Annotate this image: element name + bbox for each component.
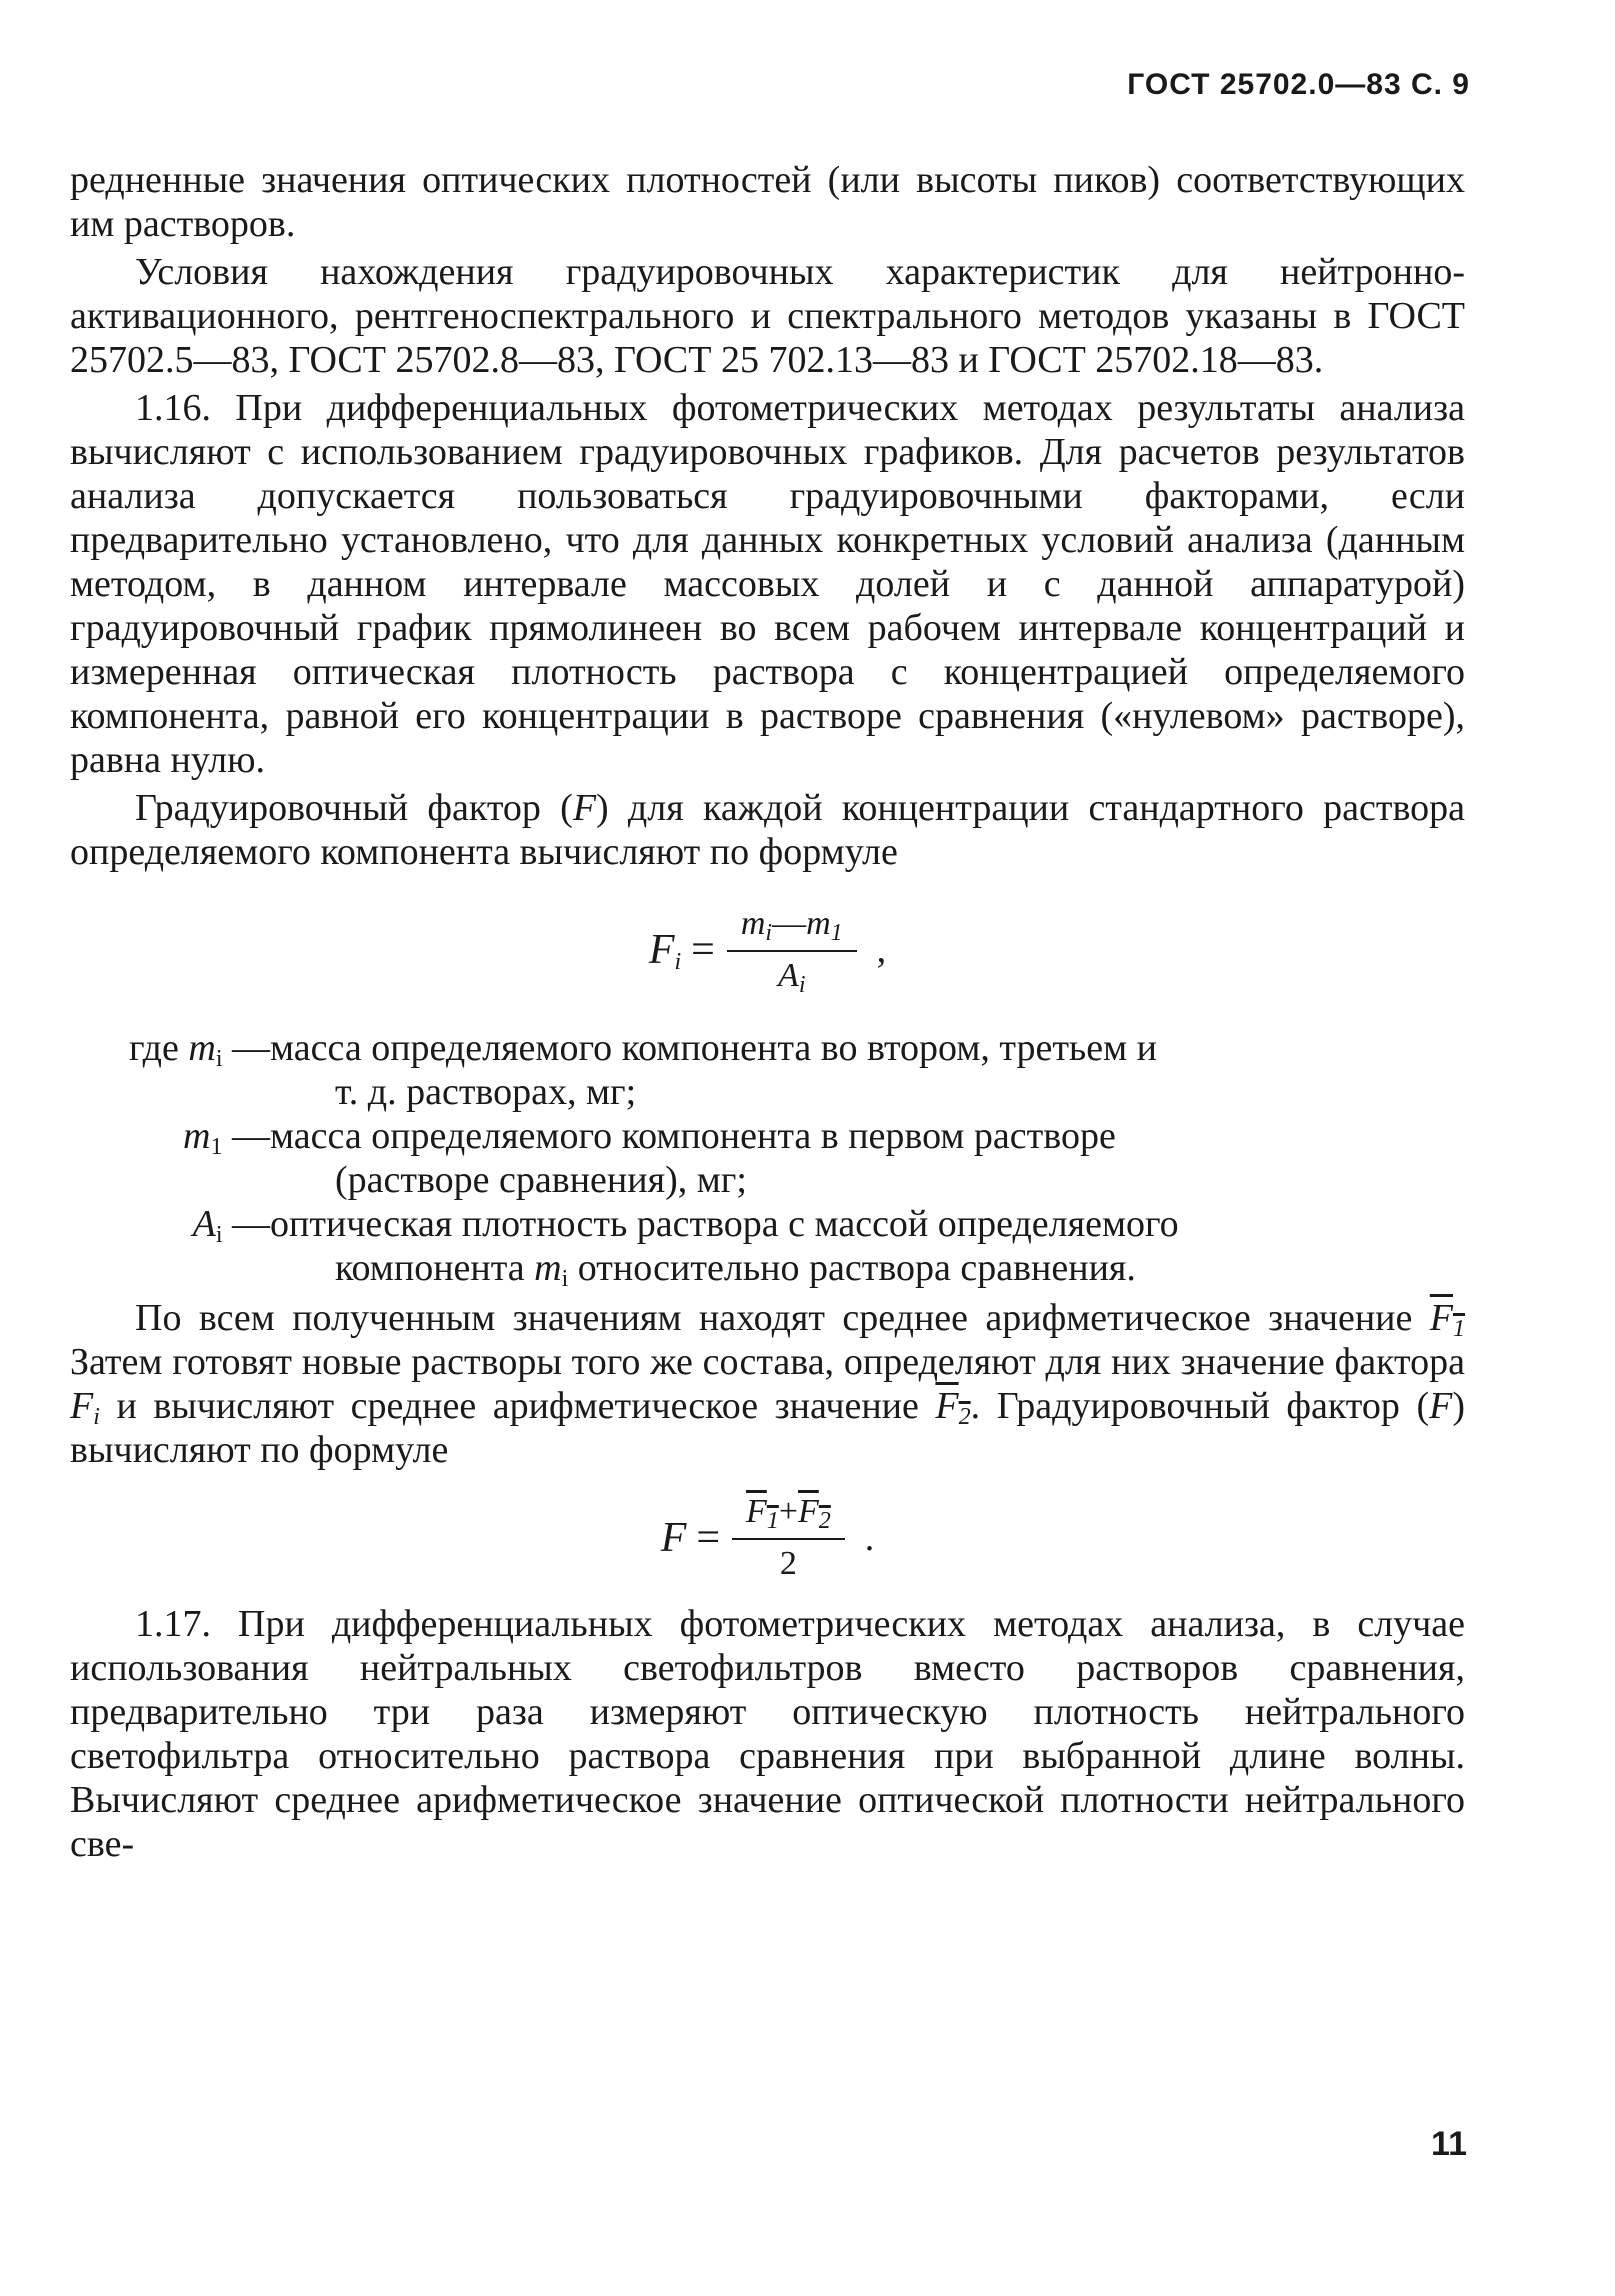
- formula1-lhs: $F_i$: [648, 927, 682, 975]
- formula-factor-mean: [70, 1478, 1465, 1598]
- page-header: ГОСТ 25702.0—83 С. 9: [1127, 68, 1470, 101]
- paragraph-factor-intro: [70, 786, 1465, 874]
- legend-symbol-ai: $A_i$ —: [192, 1203, 270, 1248]
- legend-row-ai: [70, 1202, 1465, 1290]
- page-number: 11: [1431, 2125, 1467, 2163]
- formula1-denominator: $A_i$: [778, 957, 806, 998]
- legend-row-m1: [70, 1114, 1465, 1202]
- legend-text-m1: масса определяемого компонента в первом растворе (растворе сравнения), мг;: [270, 1115, 1116, 1201]
- legend-text-mi: масса определяемого компонента во втором, третьем и т. д. растворах, мг;: [270, 1027, 1158, 1113]
- mean-f2: $F_2$: [935, 1385, 971, 1430]
- paragraph-continuation: редненные значения оптических плотностей (или высоты пиков) соответствующих им растворов.: [70, 159, 1465, 245]
- paragraph-1-16: 1.16. При дифференциальных фотометрических методах результаты анализа вычисляют с использованием градуировочных графиков. Для расчетов результатов анализа допускается пользоваться градуировочными факторами, если предварительно установлено, что для данных конкретных условий анализа (данным методом, в данном интервале массовых долей и с данной аппаратурой) градуировочный график прямолинеен во всем рабочем интервале концентраций и измеренная оптическая плотность раствора с концентрацией определяемого компонента, равной его концентрации в растворе сравнения («нулевом» растворе), равна нулю.: [70, 387, 1465, 781]
- formula2-numerator: $F_1+F_2$: [732, 1490, 845, 1540]
- formula2-lhs: F: [660, 1515, 687, 1561]
- factor-fi: $F_i$: [70, 1385, 100, 1430]
- formula1-trailing-comma: ,: [876, 929, 887, 971]
- page-content: [70, 158, 1465, 1866]
- legend-symbol-mi: где $m_i$ —: [128, 1027, 270, 1072]
- paragraph-conditions: Условия нахождения градуировочных характеристик для нейтронно-активационного, рентгеноспектрального и спектрального методов указаны в ГОСТ 25702.5—83, ГОСТ 25702.8—83, ГОСТ 25 702.13—83 и ГОСТ 25702.18—83.: [70, 251, 1465, 381]
- legend-symbol-m1: $m_1$ —: [183, 1115, 270, 1160]
- formula1-numerator: $m_i—m_1$: [727, 902, 857, 952]
- formula2-denominator: 2: [779, 1545, 797, 1582]
- formula2-fraction: [732, 1490, 845, 1586]
- paragraph-1-17: 1.17. При дифференциальных фотометрических методах анализа, в случае использования нейтральных светофильтров вместо растворов сравнения, предварительно три раза измеряют оптическую плотность нейтрального светофильтра относительно раствора сравнения при выбранной длине волны. Вычисляют среднее арифметическое значение оптической плотности нейтрального све-: [70, 1603, 1465, 1865]
- formula1-equals: =: [691, 927, 715, 973]
- legend-text-ai: оптическая плотность раствора с массой определяемого компонента $m_i$ относительно раствора сравнения.: [270, 1203, 1179, 1292]
- formula1-fraction: [727, 902, 857, 998]
- legend-row-mi: [70, 1026, 1465, 1114]
- formula2-equals: =: [696, 1515, 721, 1561]
- mean-f1: $F_1$: [1429, 1297, 1465, 1342]
- formula-factor-fi: [70, 880, 1465, 1020]
- factor-intro-start: Градуировочный фактор (: [135, 787, 573, 829]
- factor-intro-end: ) для каждой концентрации стандартного раствора определяемого компонента вычисляют по формуле: [70, 787, 1465, 873]
- paragraph-mean-factor: По всем полученным значениям находят среднее арифметическое значение $F_1$ Затем готовят новые растворы того же состава, определяют для них значение фактора $F_i$ и вычисляют среднее арифметическое значение $F_2$. Градуировочный фактор (F) вычисляют по формуле: [70, 1297, 1465, 1471]
- formula2-trailing-period: .: [864, 1517, 875, 1559]
- formula1-legend: [70, 1026, 1465, 1290]
- factor-intro-var: F: [572, 787, 597, 829]
